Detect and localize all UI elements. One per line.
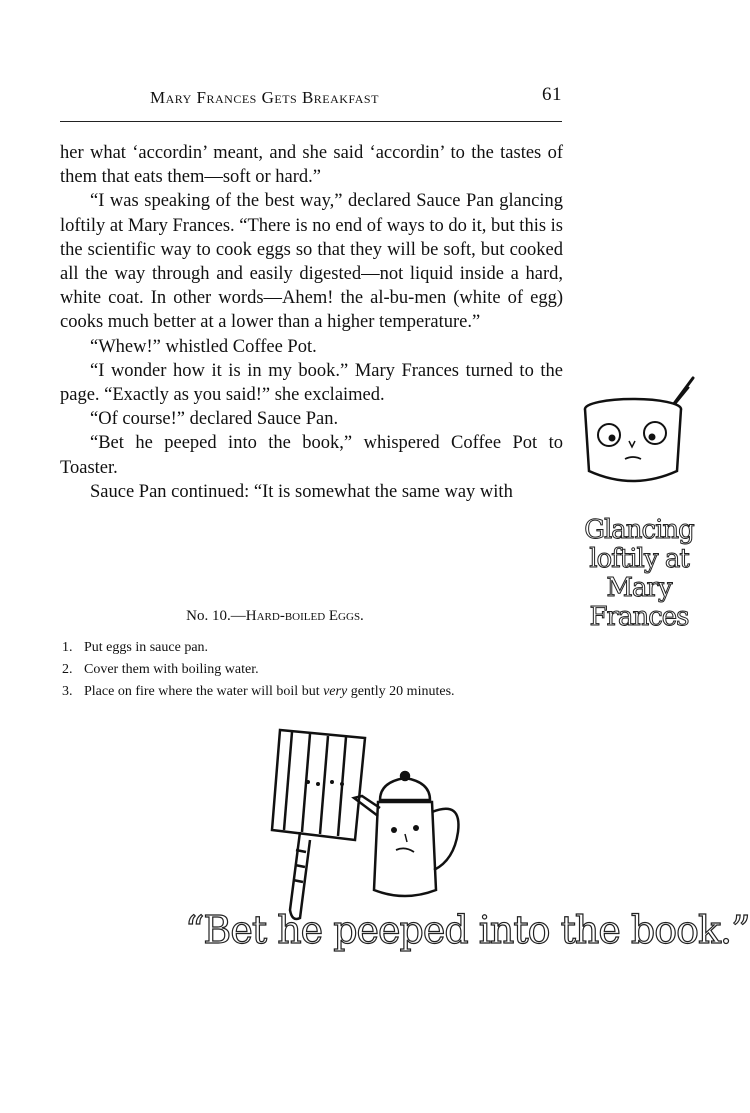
recipe-name: Hard-boiled Eggs. bbox=[245, 608, 364, 624]
recipe-step bbox=[62, 681, 572, 703]
step-text-end: gently 20 minutes. bbox=[347, 684, 455, 699]
recipe-title bbox=[60, 608, 490, 625]
recipe-number: No. 10.— bbox=[186, 608, 246, 624]
recipe-steps bbox=[62, 637, 572, 703]
paragraph-5: “Of course!” declared Sauce Pan. bbox=[90, 409, 339, 430]
running-head bbox=[150, 84, 570, 112]
header-rule bbox=[60, 121, 562, 122]
recipe-step bbox=[62, 659, 572, 681]
running-title: Mary Frances Gets Breakfast bbox=[150, 88, 379, 107]
paragraph-6: “Bet he peeped into the book,” whispered Coffee Pot to Toaster. bbox=[60, 433, 563, 478]
sauce-pan-illustration bbox=[575, 375, 700, 490]
paragraph-3: “Whew!” whistled Coffee Pot. bbox=[90, 336, 317, 357]
recipe-step bbox=[62, 637, 572, 659]
paragraph-7: Sauce Pan continued: “It is somewhat the same way with bbox=[90, 481, 513, 502]
step-number: 2. bbox=[62, 662, 73, 677]
step-text: Put eggs in sauce pan. bbox=[84, 640, 209, 655]
paragraph-1: her what ‘accordin’ meant, and she said ‘accordin’ to the tastes of them that eats them—soft or hard.” bbox=[60, 143, 563, 188]
bottom-caption: “Bet he peeped into the book.” bbox=[185, 908, 750, 952]
page-number: 61 bbox=[542, 84, 562, 105]
paragraph-2: “I was speaking of the best way,” declared Sauce Pan glancing loftily at Mary Frances. “There is no end of ways to do it, but this is the scientific way to cook eggs so that they will be soft, but cooked all the way through and easily digested—not liquid inside a hard, white coat. In other words—Ahem! the al-bu-men (white of egg) cooks much better at a lower than a higher temperature.” bbox=[60, 191, 564, 333]
body-text bbox=[60, 141, 563, 504]
paragraph-4: “I wonder how it is in my book.” Mary Frances turned to the page. “Exactly as you said!” she exclaimed. bbox=[60, 360, 563, 406]
step-emphasis: very bbox=[323, 684, 348, 699]
toaster-coffeepot-illustration bbox=[270, 720, 470, 930]
step-text: Cover them with boiling water. bbox=[84, 662, 259, 677]
step-number: 1. bbox=[62, 640, 73, 655]
step-text: Place on fire where the water will boil but bbox=[84, 684, 324, 699]
step-number: 3. bbox=[62, 684, 73, 699]
side-caption: Glancing loftily at Mary Frances bbox=[584, 515, 694, 632]
